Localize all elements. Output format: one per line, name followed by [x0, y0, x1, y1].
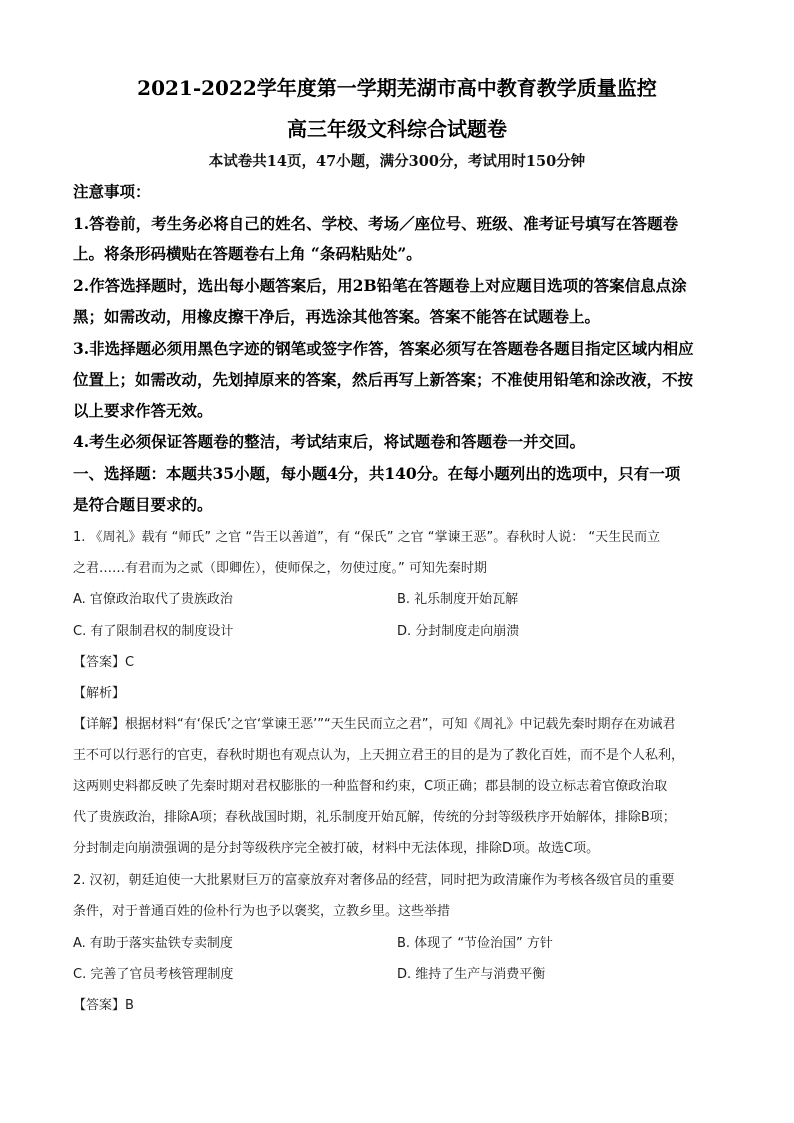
- section-heading: 一、选择题：本题共35小题，每小题4分，共140分。在每小题列出的选项中，只有一项: [73, 464, 681, 483]
- q1-option-a: A. 官僚政治取代了贵族政治: [73, 592, 233, 607]
- q2-stem-line: 条件，对于普通百姓的俭朴行为也予以褒奖，立教乡里。这些举措: [73, 904, 451, 919]
- exam-title: 2021-2022学年度第一学期芜湖市高中教育教学质量监控: [137, 76, 657, 100]
- q1-detail-line: 代了贵族政治，排除A项；春秋战国时期，礼乐制度开始瓦解，传统的分封等级秩序开始解体，排除B项；: [73, 810, 676, 825]
- section-heading: 是符合题目要求的。: [73, 495, 213, 514]
- q2-option-a: A. 有助于落实盐铁专卖制度: [73, 936, 233, 951]
- answer-value: B: [125, 998, 134, 1013]
- exam-info: 本试卷共14页，47小题，满分300分，考试用时150分钟: [208, 153, 586, 170]
- answer-value: C: [125, 655, 135, 670]
- detail-text: 根据材料“有‘保氏’之官‘掌谏王恶’”“天生民而立之君”，可知《周礼》中记载先秦时期存在劝诫君: [125, 717, 676, 732]
- notes-line: 黑；如需改动，用橡皮擦干净后，再选涂其他答案。答案不能答在试题卷上。: [73, 307, 601, 326]
- notes-line: 以上要求作答无效。: [73, 401, 213, 420]
- q1-analysis-label: 【解析】: [73, 686, 126, 701]
- q2-option-b: B. 体现了 “节俭治国” 方针: [397, 936, 553, 951]
- answer-label: 【答案】: [73, 998, 126, 1013]
- notes-line: 上。将条形码横贴在答题卷右上角 “条码粘贴处”。: [73, 244, 422, 263]
- q1-option-c: C. 有了限制君权的制度设计: [73, 624, 234, 639]
- q2-option-c: C. 完善了官员考核管理制度: [73, 967, 234, 982]
- q1-stem-line: 1. 《周礼》载有 “师氏” 之官 “告王以善道”，有 “保氏” 之官 “掌谏王恶”。春秋时人说： “天生民而立: [73, 530, 661, 545]
- notes-line: 1.答卷前，考生务必将自己的姓名、学校、考场／座位号、班级、准考证号填写在答题卷: [73, 214, 679, 233]
- exam-subtitle: 高三年级文科综合试题卷: [287, 117, 507, 141]
- notes-line: 位置上；如需改动，先划掉原来的答案，然后再写上新答案；不准使用铅笔和涂改液，不按: [73, 370, 694, 389]
- q2-answer: [73, 994, 134, 1013]
- q1-stem-line: 之君……有君而为之贰（即卿佐），使师保之，勿使过度。” 可知先秦时期: [73, 561, 487, 576]
- notes-line: 4.考生必须保证答题卷的整洁，考试结束后，将试题卷和答题卷一并交回。: [73, 432, 586, 451]
- q1-detail-line: 分封制走向崩溃强调的是分封等级秩序完全被打破，材料中无法体现，排除D项。故选C项。: [73, 841, 600, 856]
- notes-line: 3.非选择题必须用黑色字迹的钢笔或签字作答，答案必须写在答题卷各题目指定区域内相应: [73, 339, 694, 358]
- q1-detail-line: [73, 713, 676, 732]
- q2-stem-line: 2. 汉初，朝廷迫使一大批累财巨万的富豪放弃对奢侈品的经营，同时把为政清廉作为考核各级官员的重要: [73, 873, 675, 888]
- notes-heading: 注意事项：: [73, 182, 151, 201]
- q1-option-b: B. 礼乐制度开始瓦解: [397, 592, 519, 607]
- q1-detail-line: 这两则史料都反映了先秦时期对君权膨胀的一种监督和约束，C项正确；郡县制的设立标志着官僚政治取: [73, 779, 668, 794]
- q1-detail-line: 王不可以行恶行的官吏，春秋时期也有观点认为，上天拥立君王的目的是为了教化百姓，而不是个人私利，: [73, 748, 685, 763]
- q2-option-d: D. 维持了生产与消费平衡: [397, 967, 546, 982]
- q1-option-d: D. 分封制度走向崩溃: [397, 624, 520, 639]
- q1-answer: [73, 651, 134, 670]
- answer-label: 【答案】: [73, 655, 126, 670]
- notes-line: 2.作答选择题时，选出每小题答案后，用2B铅笔在答题卷上对应题目选项的答案信息点涂: [73, 276, 687, 295]
- detail-label: 【详解】: [73, 717, 126, 732]
